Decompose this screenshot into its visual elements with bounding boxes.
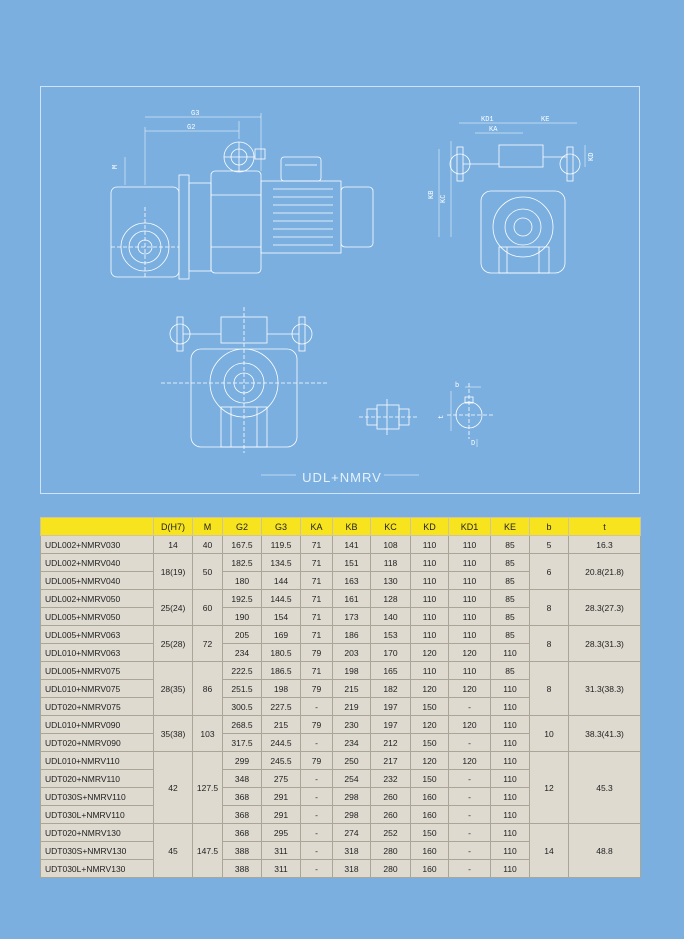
header-b: b: [530, 518, 569, 536]
kc-cell: 118: [371, 554, 411, 572]
shaft-detail: [359, 383, 493, 447]
model-cell: UDL005+NMRV050: [41, 608, 154, 626]
kc-cell: 197: [371, 698, 411, 716]
g2-cell: 368: [223, 806, 262, 824]
kd1-cell: -: [449, 788, 491, 806]
dim-label-ka: KA: [489, 126, 498, 134]
header-kd: KD: [411, 518, 449, 536]
t-cell: 48.8: [569, 824, 641, 878]
kd-cell: 160: [411, 806, 449, 824]
g3-cell: 311: [262, 860, 301, 878]
model-cell: UDT020+NMRV110: [41, 770, 154, 788]
b-cell: 10: [530, 716, 569, 752]
header-g3: G3: [262, 518, 301, 536]
kd-cell: 110: [411, 554, 449, 572]
kd1-cell: 120: [449, 644, 491, 662]
g3-cell: 119.5: [262, 536, 301, 554]
kd-cell: 110: [411, 608, 449, 626]
dimensions-table: [40, 517, 641, 878]
g2-cell: 234: [223, 644, 262, 662]
kc-cell: 140: [371, 608, 411, 626]
table-row: [41, 716, 641, 734]
g2-cell: 222.5: [223, 662, 262, 680]
drawing-caption: UDL+NMRV: [302, 470, 382, 485]
g3-cell: 154: [262, 608, 301, 626]
kb-cell: 163: [333, 572, 371, 590]
ka-cell: -: [301, 860, 333, 878]
kd-cell: 120: [411, 644, 449, 662]
dim-label-m: M: [112, 164, 120, 169]
g3-cell: 144.5: [262, 590, 301, 608]
g3-cell: 186.5: [262, 662, 301, 680]
m-cell: 127.5: [193, 752, 223, 824]
t-cell: 16.3: [569, 536, 641, 554]
table-row: [41, 752, 641, 770]
ka-cell: -: [301, 842, 333, 860]
model-cell: UDT020+NMRV090: [41, 734, 154, 752]
ke-cell: 110: [491, 752, 530, 770]
kb-cell: 230: [333, 716, 371, 734]
ke-cell: 110: [491, 698, 530, 716]
ke-cell: 110: [491, 680, 530, 698]
kb-cell: 161: [333, 590, 371, 608]
header-g2: G2: [223, 518, 262, 536]
g3-cell: 169: [262, 626, 301, 644]
ke-cell: 110: [491, 770, 530, 788]
ke-cell: 110: [491, 860, 530, 878]
g2-cell: 368: [223, 824, 262, 842]
kb-cell: 318: [333, 842, 371, 860]
ka-cell: 71: [301, 554, 333, 572]
t-cell: 31.3(38.3): [569, 662, 641, 716]
header-kd1: KD1: [449, 518, 491, 536]
kb-cell: 203: [333, 644, 371, 662]
technical-drawing: [41, 87, 639, 493]
g3-cell: 295: [262, 824, 301, 842]
model-cell: UDL005+NMRV063: [41, 626, 154, 644]
header-ke: KE: [491, 518, 530, 536]
ke-cell: 85: [491, 554, 530, 572]
kd-cell: 110: [411, 536, 449, 554]
g3-cell: 245.5: [262, 752, 301, 770]
t-cell: 20.8(21.8): [569, 554, 641, 590]
kd-cell: 160: [411, 788, 449, 806]
table-row: [41, 590, 641, 608]
kd1-cell: -: [449, 734, 491, 752]
dim-label-kd: KD: [588, 152, 596, 161]
kb-cell: 250: [333, 752, 371, 770]
ka-cell: 79: [301, 644, 333, 662]
model-cell: UDT020+NMRV075: [41, 698, 154, 716]
kd1-cell: 110: [449, 572, 491, 590]
ke-cell: 85: [491, 536, 530, 554]
g3-cell: 227.5: [262, 698, 301, 716]
ka-cell: 71: [301, 590, 333, 608]
g2-cell: 167.5: [223, 536, 262, 554]
kd1-cell: -: [449, 806, 491, 824]
model-cell: UDT020+NMRV130: [41, 824, 154, 842]
model-cell: UDT030S+NMRV110: [41, 788, 154, 806]
kd-cell: 150: [411, 698, 449, 716]
ke-cell: 110: [491, 824, 530, 842]
b-cell: 6: [530, 554, 569, 590]
dim-label-g2: G2: [187, 124, 196, 132]
table-row: [41, 554, 641, 572]
header-m: M: [193, 518, 223, 536]
model-cell: UDL010+NMRV090: [41, 716, 154, 734]
kd-cell: 150: [411, 770, 449, 788]
dim-label-t: t: [438, 414, 446, 419]
g2-cell: 388: [223, 842, 262, 860]
m-cell: 40: [193, 536, 223, 554]
kc-cell: 182: [371, 680, 411, 698]
ka-cell: -: [301, 824, 333, 842]
t-cell: 28.3(27.3): [569, 590, 641, 626]
m-cell: 103: [193, 716, 223, 752]
g3-cell: 291: [262, 806, 301, 824]
kc-cell: 165: [371, 662, 411, 680]
kb-cell: 141: [333, 536, 371, 554]
dim-label-g3: G3: [191, 110, 200, 118]
kd1-cell: 120: [449, 680, 491, 698]
kc-cell: 280: [371, 842, 411, 860]
b-cell: 8: [530, 662, 569, 716]
kd-cell: 160: [411, 860, 449, 878]
g3-cell: 291: [262, 788, 301, 806]
b-cell: 14: [530, 824, 569, 878]
kc-cell: 217: [371, 752, 411, 770]
g3-cell: 215: [262, 716, 301, 734]
g2-cell: 388: [223, 860, 262, 878]
dh7-cell: 42: [154, 752, 193, 824]
ka-cell: -: [301, 788, 333, 806]
ka-cell: 79: [301, 680, 333, 698]
kb-cell: 151: [333, 554, 371, 572]
header-kb: KB: [333, 518, 371, 536]
kc-cell: 260: [371, 806, 411, 824]
ka-cell: 79: [301, 752, 333, 770]
lower-front-view: [161, 307, 327, 453]
dim-label-d: D: [471, 440, 476, 448]
dim-label-kc: KC: [440, 194, 448, 203]
kb-cell: 234: [333, 734, 371, 752]
t-cell: 45.3: [569, 752, 641, 824]
front-view-assembly: [439, 123, 585, 273]
ke-cell: 85: [491, 626, 530, 644]
ka-cell: 71: [301, 608, 333, 626]
g2-cell: 348: [223, 770, 262, 788]
g3-cell: 144: [262, 572, 301, 590]
header-model: [41, 518, 154, 536]
dh7-cell: 25(28): [154, 626, 193, 662]
dh7-cell: 14: [154, 536, 193, 554]
ka-cell: 79: [301, 716, 333, 734]
g2-cell: 300.5: [223, 698, 262, 716]
ka-cell: 71: [301, 536, 333, 554]
kd1-cell: 120: [449, 752, 491, 770]
kb-cell: 298: [333, 788, 371, 806]
g3-cell: 180.5: [262, 644, 301, 662]
kc-cell: 153: [371, 626, 411, 644]
g2-cell: 317.5: [223, 734, 262, 752]
g2-cell: 251.5: [223, 680, 262, 698]
ke-cell: 85: [491, 590, 530, 608]
g3-cell: 311: [262, 842, 301, 860]
dh7-cell: 35(38): [154, 716, 193, 752]
dim-label-kd1: KD1: [481, 116, 494, 124]
kc-cell: 212: [371, 734, 411, 752]
header-dh7: D(H7): [154, 518, 193, 536]
model-cell: UDL002+NMRV050: [41, 590, 154, 608]
header-t: t: [569, 518, 641, 536]
kd1-cell: 110: [449, 590, 491, 608]
kc-cell: 252: [371, 824, 411, 842]
kc-cell: 130: [371, 572, 411, 590]
kd1-cell: -: [449, 698, 491, 716]
t-cell: 38.3(41.3): [569, 716, 641, 752]
dh7-cell: 18(19): [154, 554, 193, 590]
ke-cell: 110: [491, 734, 530, 752]
g2-cell: 368: [223, 788, 262, 806]
kd-cell: 120: [411, 716, 449, 734]
b-cell: 8: [530, 626, 569, 662]
ka-cell: -: [301, 770, 333, 788]
ke-cell: 85: [491, 572, 530, 590]
dim-label-kb: KB: [428, 190, 436, 199]
g3-cell: 198: [262, 680, 301, 698]
ke-cell: 110: [491, 644, 530, 662]
header-kc: KC: [371, 518, 411, 536]
ka-cell: -: [301, 698, 333, 716]
dh7-cell: 45: [154, 824, 193, 878]
kb-cell: 186: [333, 626, 371, 644]
m-cell: 147.5: [193, 824, 223, 878]
kc-cell: 128: [371, 590, 411, 608]
g3-cell: 244.5: [262, 734, 301, 752]
model-cell: UDL010+NMRV075: [41, 680, 154, 698]
table-row: [41, 536, 641, 554]
kb-cell: 298: [333, 806, 371, 824]
kd1-cell: 120: [449, 716, 491, 734]
model-cell: UDL005+NMRV040: [41, 572, 154, 590]
kd-cell: 110: [411, 626, 449, 644]
kd1-cell: 110: [449, 536, 491, 554]
kd-cell: 120: [411, 752, 449, 770]
kd-cell: 120: [411, 680, 449, 698]
table-row: [41, 824, 641, 842]
g3-cell: 134.5: [262, 554, 301, 572]
kd1-cell: -: [449, 860, 491, 878]
kd-cell: 150: [411, 824, 449, 842]
g2-cell: 205: [223, 626, 262, 644]
g3-cell: 275: [262, 770, 301, 788]
kd-cell: 110: [411, 590, 449, 608]
m-cell: 72: [193, 626, 223, 662]
kc-cell: 232: [371, 770, 411, 788]
m-cell: 50: [193, 554, 223, 590]
ka-cell: 71: [301, 626, 333, 644]
kd-cell: 110: [411, 572, 449, 590]
kc-cell: 108: [371, 536, 411, 554]
model-cell: UDL002+NMRV030: [41, 536, 154, 554]
kd1-cell: -: [449, 824, 491, 842]
side-view-assembly: [111, 113, 373, 279]
g2-cell: 192.5: [223, 590, 262, 608]
kd1-cell: 110: [449, 554, 491, 572]
m-cell: 60: [193, 590, 223, 626]
kd1-cell: 110: [449, 608, 491, 626]
kb-cell: 215: [333, 680, 371, 698]
kd1-cell: -: [449, 770, 491, 788]
g2-cell: 268.5: [223, 716, 262, 734]
dh7-cell: 25(24): [154, 590, 193, 626]
drawing-frame: [40, 86, 640, 494]
table-row: [41, 662, 641, 680]
b-cell: 5: [530, 536, 569, 554]
ke-cell: 110: [491, 842, 530, 860]
ke-cell: 110: [491, 806, 530, 824]
kb-cell: 318: [333, 860, 371, 878]
ka-cell: 71: [301, 662, 333, 680]
ke-cell: 85: [491, 608, 530, 626]
g2-cell: 299: [223, 752, 262, 770]
kd1-cell: -: [449, 842, 491, 860]
m-cell: 86: [193, 662, 223, 716]
ke-cell: 85: [491, 662, 530, 680]
dim-label-b: b: [455, 382, 460, 390]
header-ka: KA: [301, 518, 333, 536]
kc-cell: 260: [371, 788, 411, 806]
kc-cell: 170: [371, 644, 411, 662]
model-cell: UDT030L+NMRV110: [41, 806, 154, 824]
kb-cell: 274: [333, 824, 371, 842]
kd1-cell: 110: [449, 662, 491, 680]
model-cell: UDT030L+NMRV130: [41, 860, 154, 878]
kd-cell: 110: [411, 662, 449, 680]
kb-cell: 198: [333, 662, 371, 680]
model-cell: UDL010+NMRV110: [41, 752, 154, 770]
ke-cell: 110: [491, 788, 530, 806]
ka-cell: 71: [301, 572, 333, 590]
dim-label-ke: KE: [541, 116, 550, 124]
ke-cell: 110: [491, 716, 530, 734]
ka-cell: -: [301, 734, 333, 752]
g2-cell: 180: [223, 572, 262, 590]
b-cell: 8: [530, 590, 569, 626]
kc-cell: 280: [371, 860, 411, 878]
t-cell: 28.3(31.3): [569, 626, 641, 662]
kc-cell: 197: [371, 716, 411, 734]
kb-cell: 219: [333, 698, 371, 716]
table-row: [41, 626, 641, 644]
dh7-cell: 28(35): [154, 662, 193, 716]
model-cell: UDL005+NMRV075: [41, 662, 154, 680]
b-cell: 12: [530, 752, 569, 824]
model-cell: UDL010+NMRV063: [41, 644, 154, 662]
kb-cell: 173: [333, 608, 371, 626]
g2-cell: 182.5: [223, 554, 262, 572]
g2-cell: 190: [223, 608, 262, 626]
kd1-cell: 110: [449, 626, 491, 644]
model-cell: UDL002+NMRV040: [41, 554, 154, 572]
kd-cell: 160: [411, 842, 449, 860]
kb-cell: 254: [333, 770, 371, 788]
table-header-row: [41, 518, 641, 536]
kd-cell: 150: [411, 734, 449, 752]
ka-cell: -: [301, 806, 333, 824]
model-cell: UDT030S+NMRV130: [41, 842, 154, 860]
